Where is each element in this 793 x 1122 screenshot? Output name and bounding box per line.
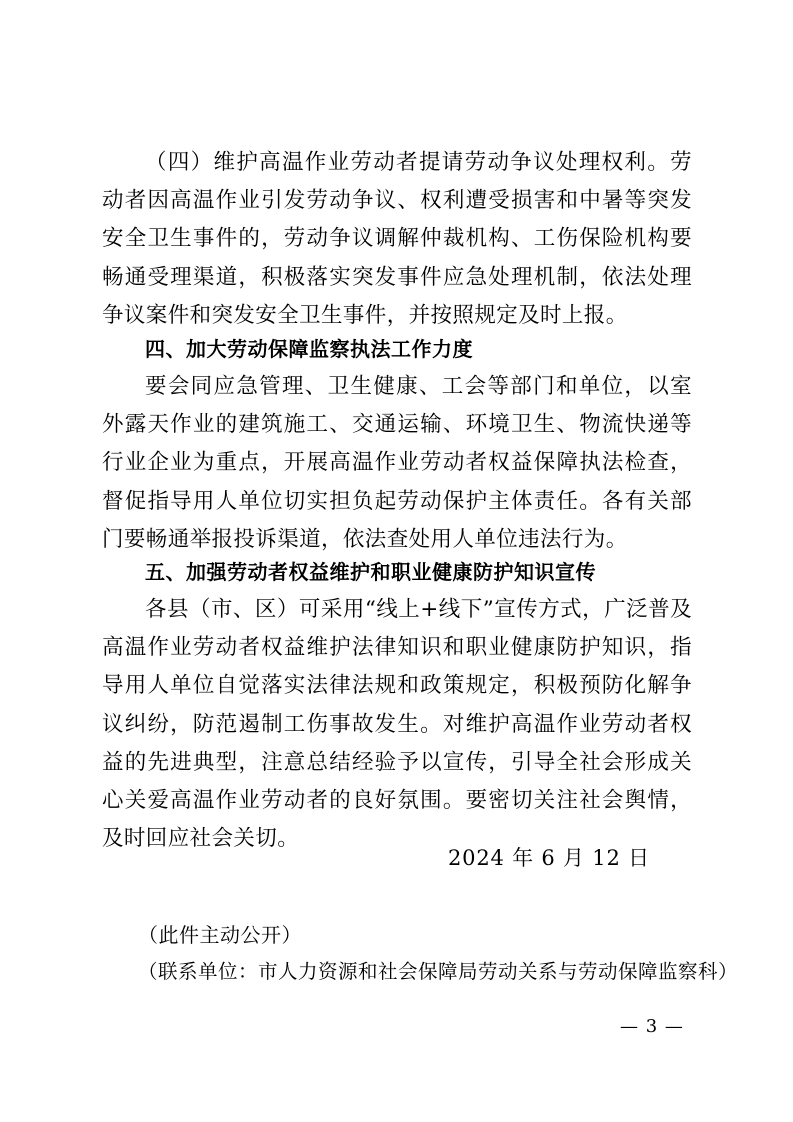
section-heading-4: 四、加大劳动保障监察执法工作力度 [145,337,473,361]
contact-unit-note: （联系单位：市人力资源和社会保障局劳动关系与劳动保障监察科） [138,960,739,983]
section-heading-5: 五、加强劳动者权益维护和职业健康防护知识宣传 [145,560,596,584]
disclosure-note: （此件主动公开） [138,923,302,947]
paragraph-publicity: 各县（市、区）可采用“线上+线下”宣传方式，广泛普及高温作业劳动者权益维护法律知识和职业健康防护知识，指导用人单位自觉落实法律法规和政策规定，积极预防化解争议纠纷，防范遏制工伤事故发生。对维护高温作业劳动者权益的先进典型，注意总结经验予以宣传，引导全社会形成关心关爱高温作业劳动者的良好氛围。要密切关注社会舆情，及时回应社会关切。 [102,597,692,852]
document-date: 2024 年 6 月 12 日 [448,846,650,870]
paragraph-law-enforcement: 要会同应急管理、卫生健康、工会等部门和单位，以室外露天作业的建筑施工、交通运输、环境卫生、物流快递等行业企业为重点，开展高温作业劳动者权益保障执法检查，督促指导用人单位切实担负起劳动保护主体责任。各有关部门要畅通举报投诉渠道，依法查处用人单位违法行为。 [102,374,692,552]
page-number: — 3 — [620,1016,684,1037]
paragraph-dispute-rights: （四）维护高温作业劳动者提请劳动争议处理权利。劳动者因高温作业引发劳动争议、权利遭受损害和中暑等突发安全卫生事件的，劳动争议调解仲裁机构、工伤保险机构要畅通受理渠道，积极落实突发事件应急处理机制，依法处理争议案件和突发安全卫生事件，并按照规定及时上报。 [102,150,692,328]
